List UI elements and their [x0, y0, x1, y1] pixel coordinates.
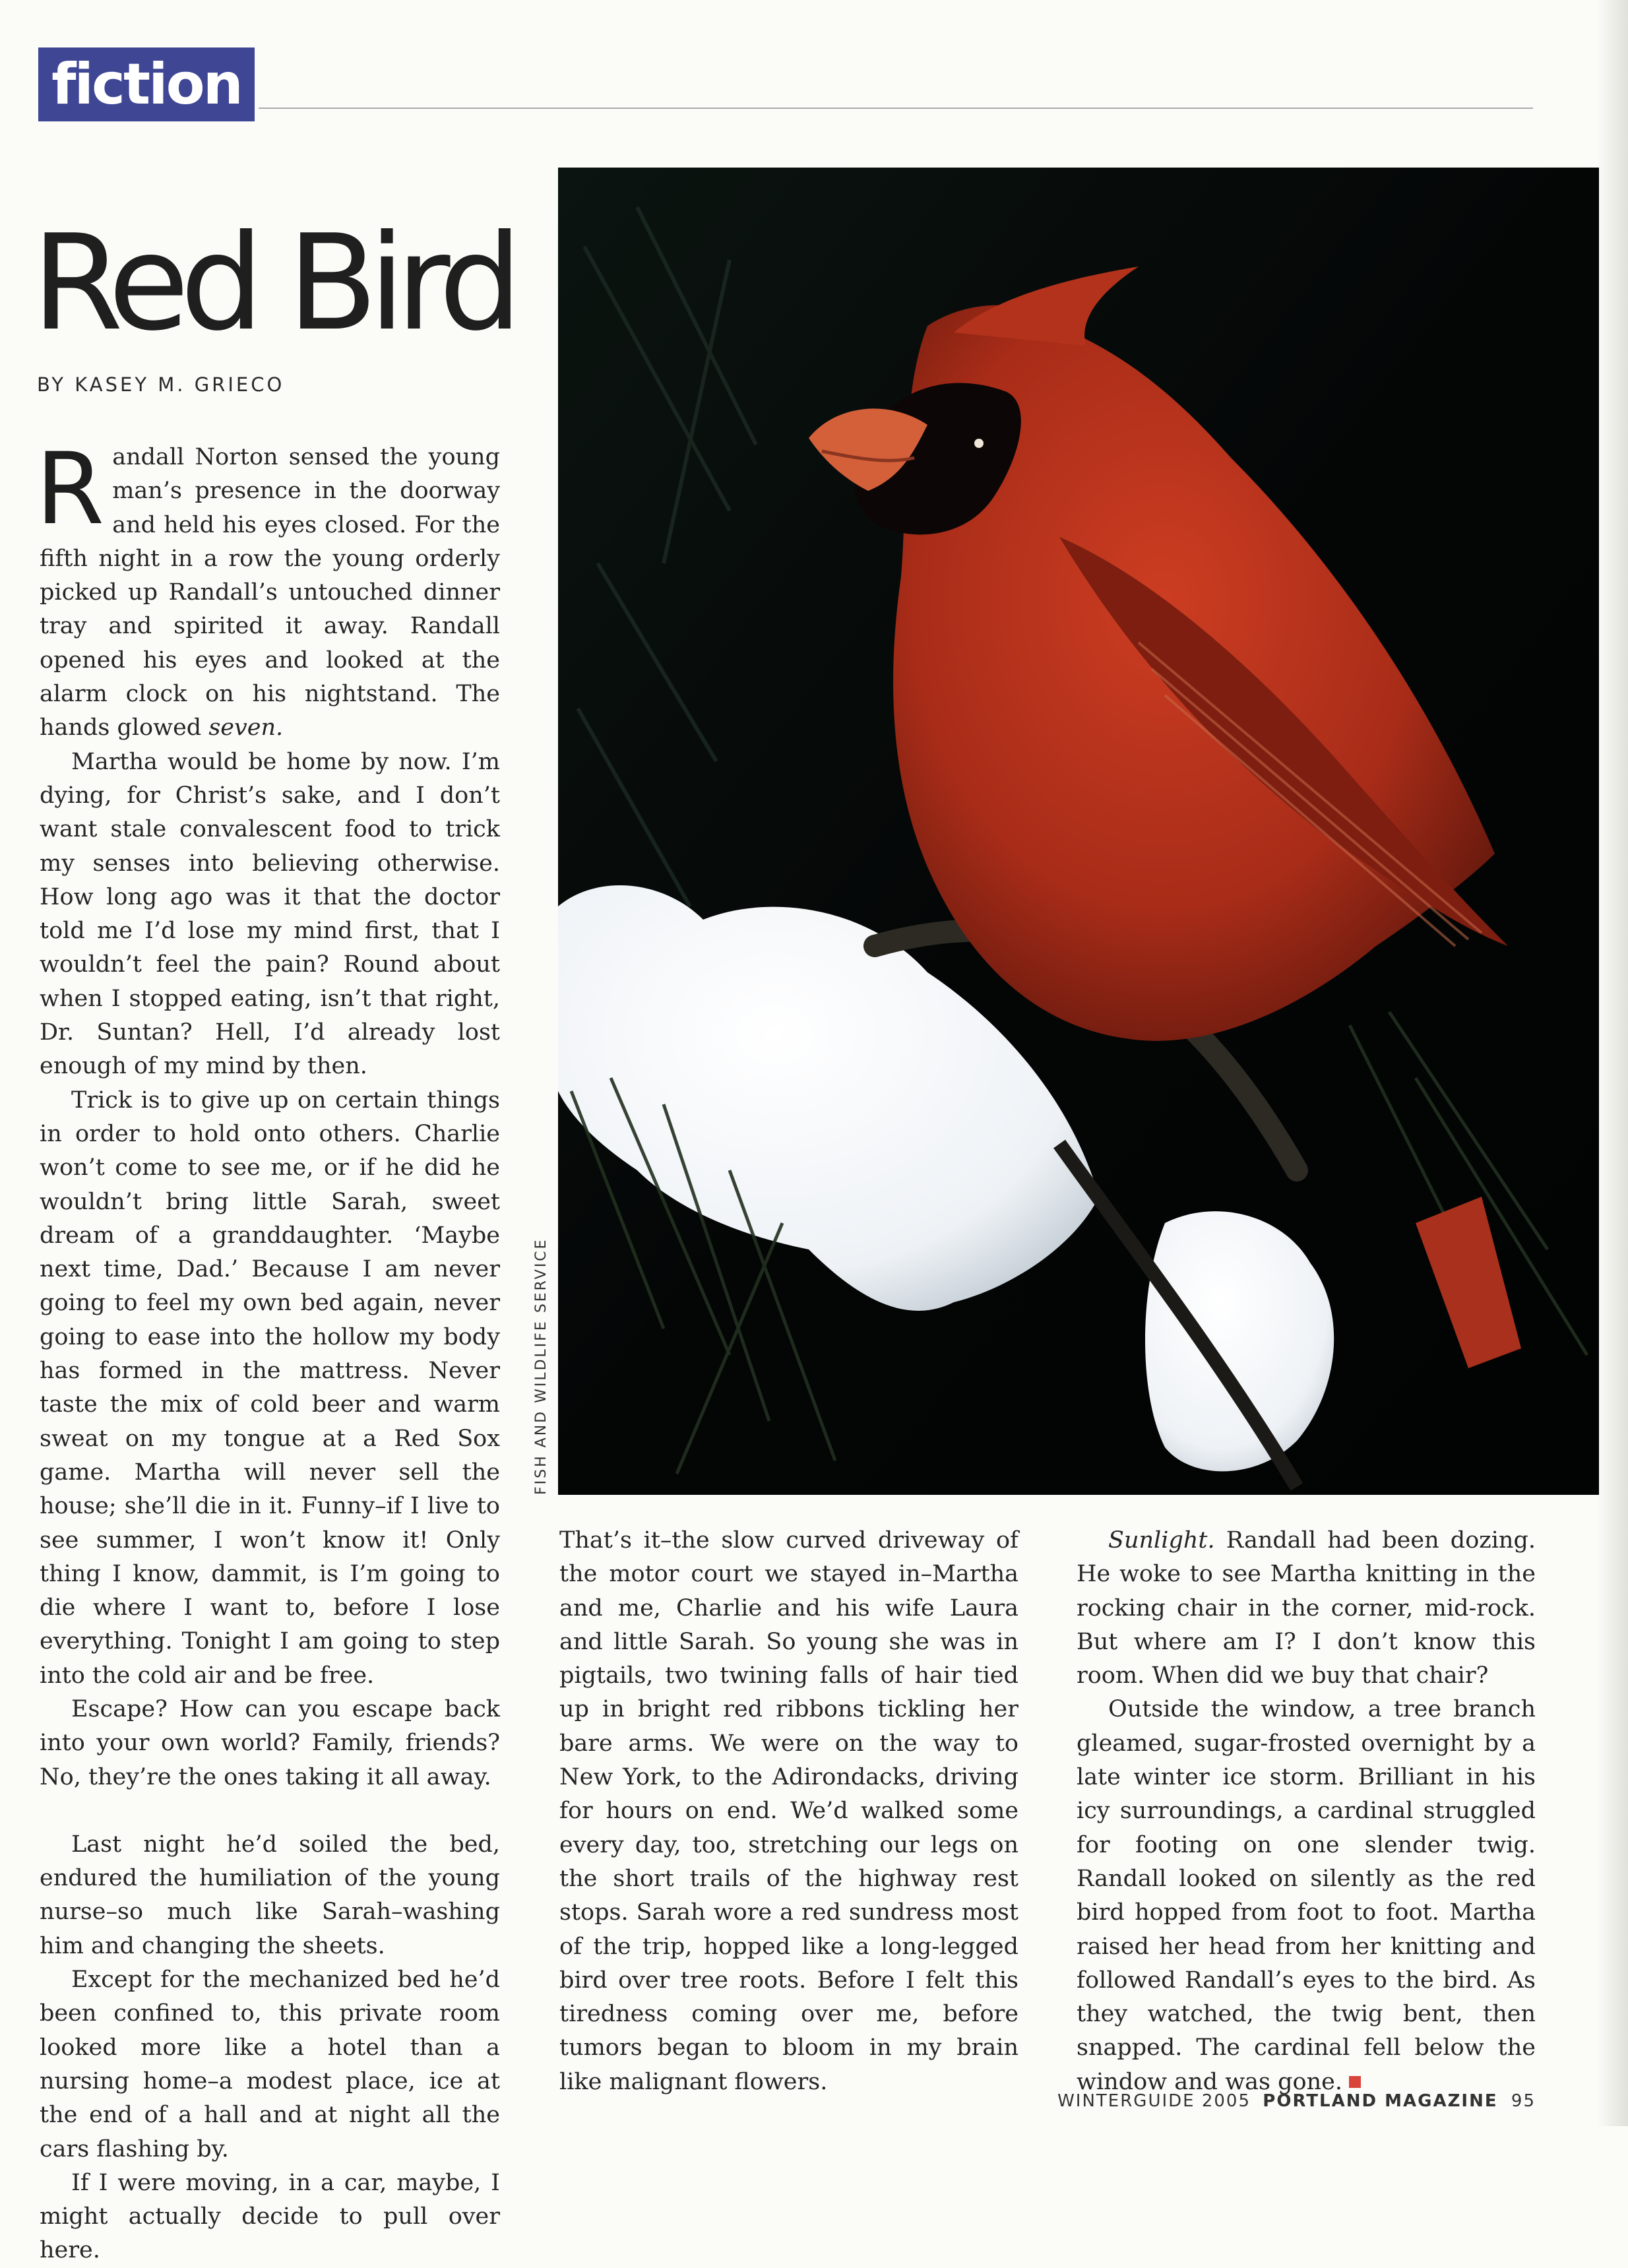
text-column-3	[1077, 1524, 1536, 2099]
page-spine-shadow	[1596, 0, 1628, 2126]
footer-issue: WINTERGUIDE 2005	[1057, 2091, 1251, 2111]
footer-magazine: PORTLAND MAGAZINE	[1263, 2091, 1498, 2111]
paragraph: Except for the mechanized bed he’d been confined to, this private room looked more like a hotel than a nursing home–a modest place, ice at the end of a hall and at night all the cars flashing by.	[40, 1967, 500, 2162]
text-column-2	[559, 1524, 1018, 2099]
paragraph: Last night he’d soiled the bed, endured the humiliation of the young nurse–so much like Sarah–washing him and changing the sheets.	[40, 1831, 500, 1959]
cardinal-photo	[558, 168, 1599, 1495]
photo-credit: FISH AND WILDLIFE SERVICE	[533, 1238, 549, 1495]
paragraph: Trick is to give up on certain things in order to hold onto others. Charlie won’t come to see me, or if he did he wouldn’t bring little Sarah, sweet dream of a granddaughter. ‘Maybe next time, Dad.’ Because I am never going to feel my own bed again, never going to ease into the hollow my body has formed in the mattress. Never taste the mix of cold beer and warm sweat on my tongue at a Red Sox game. Martha will never sell the house; she’ll die in it. Funny–if I live to see summer, I won’t know it! Only thing I know, dammit, is I’m going to die where I want to, before I lose everything. Tonight I am going to step into the cold air and be free.	[40, 1087, 500, 1689]
paragraph: That’s it–the slow curved driveway of the motor court we stayed in–Martha and me, Charlie and his wife Laura and little Sarah. So young she was in pigtails, two twining falls of hair tied up in bright red ribbons tickling her bare arms. We were on the way to New York, to the Adirondacks, driving for hours on end. We’d walked some every day, too, stretching our legs on the short trails of the highway rest stops. Sarah wore a red sundress most of the trip, hopped like a long-legged bird over tree roots. Before I felt this tiredness coming over me, before tumors began to bloom in my brain like malignant flowers.	[559, 1527, 1018, 2095]
paragraph-opening	[36, 432, 500, 745]
opening-text: andall Norton sensed the young man’s presence in the doorway and held his eyes closed. For the fifth night in a row the young orderly picked up Randall’s untouched dinner tray and spirited it away. Randall opened his eyes and looked at the alarm clock on his nightstand. The hands glowed	[40, 444, 500, 741]
page-number: 95	[1511, 2091, 1536, 2111]
paragraph-closing	[1077, 1693, 1536, 2099]
byline: BY KASEY M. GRIECO	[37, 373, 285, 396]
paragraph-text: Randall had been dozing. He woke to see Martha knitting in the rocking chair in the corner, mid-rock. But where am I? I don’t know this room. When did we buy that chair?	[1077, 1527, 1536, 1689]
paragraph: Escape? How can you escape back into your own world? Family, friends? No, they’re the ones taking it all away.	[40, 1695, 500, 1790]
cardinal-illustration	[558, 168, 1599, 1495]
paragraph: Martha would be home by now. I’m dying, for Christ’s sake, and I don’t want stale convalescent food to trick my senses into believing otherwise. How long ago was it that the doctor told me I’d lose my mind first, that I wouldn’t feel the pain? Round about when I stopped eating, isn’t that right, Dr. Suntan? Hell, I’d already lost enough of my mind by then.	[40, 748, 500, 1080]
drop-cap: R	[36, 432, 105, 547]
end-mark-icon	[1349, 2076, 1361, 2088]
paragraph: If I were moving, in a car, maybe, I might actually decide to pull over here.	[40, 2169, 500, 2264]
closing-text: Outside the window, a tree branch gleamed, sugar-frosted overnight by a late winter ice storm. Brilliant in his icy surroundings, a cardinal struggled for footing on one slender twig. Randall looked on silently as the red bird hopped from foot to foot. Martha raised her head from her knitting and followed Randall’s eyes to the bird. As they watched, the twig bent, then snapped. The cardinal fell below the window and was gone.	[1077, 1696, 1536, 2095]
section-tag: fiction	[38, 47, 255, 121]
page-footer	[1057, 2091, 1536, 2111]
story-title: Red Bird	[32, 206, 513, 360]
paragraph	[1077, 1524, 1536, 1693]
opening-emphasis: seven.	[208, 714, 284, 741]
header-rule	[259, 108, 1533, 109]
paragraph-lead-emphasis: Sunlight.	[1108, 1527, 1215, 1554]
text-column-1	[36, 432, 500, 2268]
